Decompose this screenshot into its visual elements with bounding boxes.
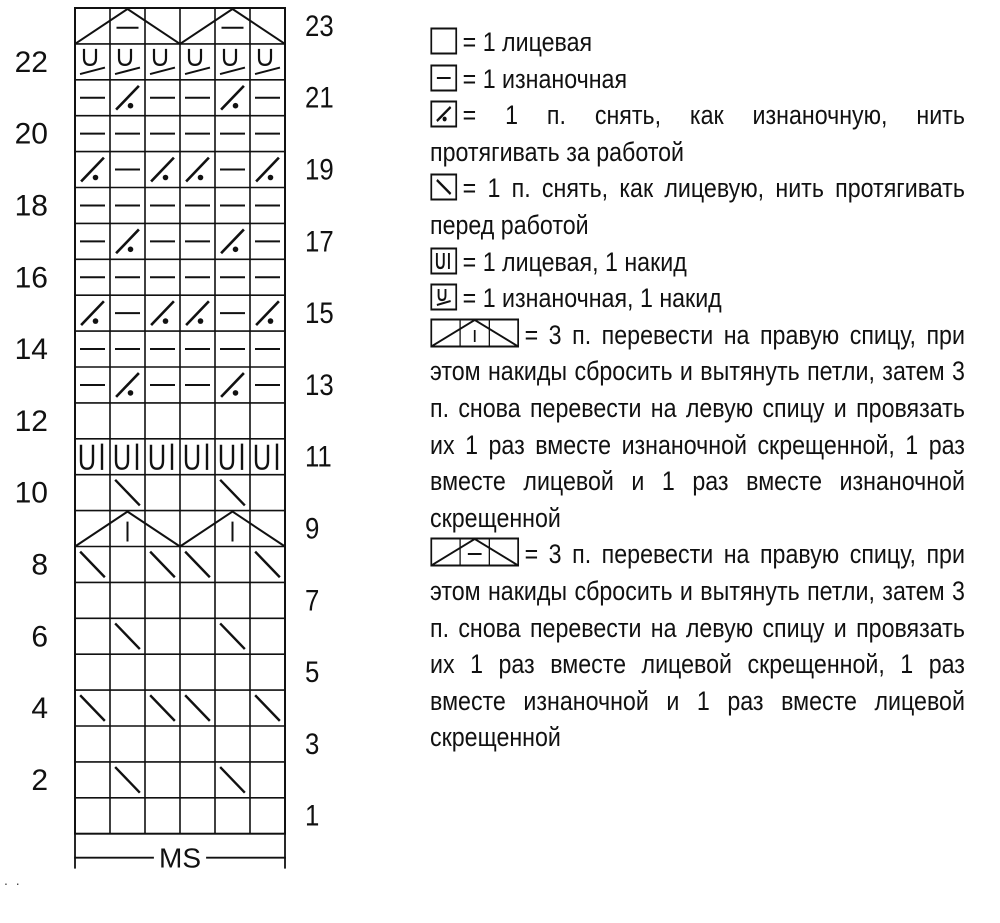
row-number-right: 9 xyxy=(304,511,320,545)
slip-purlwise-mark xyxy=(222,374,243,396)
row-number-left: 10 xyxy=(14,476,48,510)
slip-knitwise-mark xyxy=(186,696,209,720)
knit-yo-mark xyxy=(151,445,163,469)
slip-purlwise-dot xyxy=(233,247,239,253)
slip-purlwise-mark xyxy=(187,159,208,181)
purl-yo-dash xyxy=(116,68,139,74)
slip-knitwise-mark xyxy=(221,481,244,505)
row-number-right: 1 xyxy=(304,798,320,833)
row-number-left: 12 xyxy=(14,404,48,438)
row-number-right: 7 xyxy=(304,583,320,617)
slip-purlwise-dot xyxy=(268,175,274,181)
slip-knitwise-mark xyxy=(81,696,104,720)
knit-symbol-icon xyxy=(430,27,458,55)
slip-purlwise-mark xyxy=(117,230,138,252)
legend-text-knit: = 1 лицевая xyxy=(462,27,593,57)
slip-knitwise-mark xyxy=(116,768,139,792)
slip-purlwise-dot xyxy=(163,175,169,181)
row-number-left: 6 xyxy=(31,620,48,654)
row-number-left: 8 xyxy=(31,548,48,582)
legend-text-cross-knit: = 3 п. перевести на правую спицу, при этом накиды сбросить и вытянуть петли, затем 3 п. снова перевести на левую спицу и провязать их 1 раз вместе изнаночной скрещенной, 1 раз вместе лицевой и 1 раз вместе изнаночной скрещенной xyxy=(430,319,965,533)
slip-purlwise-mark xyxy=(257,302,278,324)
slip-knitwise-mark xyxy=(221,768,244,792)
cross-chevron xyxy=(75,9,180,44)
cross-knit-symbol-icon xyxy=(430,318,519,348)
slip-purlwise-dot xyxy=(198,318,204,324)
slip-purlwise-dot xyxy=(163,318,169,324)
row-number-left: 20 xyxy=(14,117,48,151)
legend-item-knit-yo xyxy=(430,244,965,281)
footer-marks: . . xyxy=(4,872,22,888)
legend-text-knit-yo: = 1 лицевая, 1 накид xyxy=(462,246,687,277)
legend-text-slip-knitwise: = 1 п. снять, как лицевую, нить протягивать перед работой xyxy=(430,173,965,240)
legend-item-knit xyxy=(430,24,965,61)
purl-yo-dash xyxy=(221,68,244,74)
slip-purlwise-mark xyxy=(117,374,138,396)
row-number-left: 18 xyxy=(14,189,48,223)
slip-knitwise-mark xyxy=(116,481,139,505)
slip-purlwise-mark xyxy=(222,230,243,252)
slip-purlwise-mark xyxy=(82,159,103,181)
slip-purlwise-dot xyxy=(233,390,239,396)
purl-yo-mark xyxy=(259,49,271,65)
legend-item-slip-knitwise xyxy=(430,170,965,243)
row-number-right: 21 xyxy=(304,80,334,115)
legend xyxy=(430,24,965,756)
purl-yo-mark xyxy=(84,49,96,65)
row-number-right: 23 xyxy=(304,9,334,43)
knit-yo-mark xyxy=(186,445,198,469)
purl-yo-mark xyxy=(224,49,236,65)
row-number-right: 13 xyxy=(304,368,334,402)
legend-text-slip-purlwise: = 1 п. снять, как изнаночную, нить протягивать за работой xyxy=(430,100,965,167)
row-number-right: 19 xyxy=(304,152,334,186)
knit-yo-mark xyxy=(221,445,233,469)
purl-yo-symbol-icon xyxy=(430,283,458,311)
purl-yo-dash xyxy=(256,68,279,74)
row-number-left: 14 xyxy=(14,333,48,367)
knit-yo-mark xyxy=(256,445,268,469)
row-number-right: 3 xyxy=(304,727,320,761)
slip-purlwise-dot xyxy=(268,318,274,324)
slip-knitwise-mark xyxy=(151,553,174,577)
slip-knitwise-mark xyxy=(221,624,244,648)
slip-purlwise-symbol-icon xyxy=(430,100,458,128)
slip-purlwise-mark xyxy=(222,87,243,109)
slip-purlwise-dot xyxy=(128,390,134,396)
slip-knitwise-symbol-icon xyxy=(430,173,458,201)
slip-purlwise-dot xyxy=(93,175,99,181)
legend-item-slip-purlwise xyxy=(430,97,965,170)
purl-yo-dash xyxy=(151,68,174,74)
slip-purlwise-mark xyxy=(152,302,173,324)
knit-yo-symbol-icon xyxy=(430,247,458,275)
slip-purlwise-dot xyxy=(128,247,134,253)
purl-symbol-icon xyxy=(430,64,458,92)
slip-purlwise-dot xyxy=(198,175,204,181)
legend-item-purl-yo xyxy=(430,280,965,317)
legend-text-purl: = 1 изнаночная xyxy=(462,63,628,94)
legend-item-cross-purl xyxy=(430,536,965,756)
row-number-right: 11 xyxy=(304,439,332,474)
slip-purlwise-mark xyxy=(117,87,138,109)
purl-yo-mark xyxy=(189,49,201,65)
slip-purlwise-dot xyxy=(128,103,134,109)
slip-knitwise-mark xyxy=(81,553,104,577)
purl-yo-dash xyxy=(81,68,104,74)
slip-knitwise-mark xyxy=(256,696,279,720)
row-number-right: 15 xyxy=(304,296,334,330)
knit-yo-mark xyxy=(116,445,128,469)
cross-purl-symbol-icon xyxy=(430,537,519,567)
row-number-right: 5 xyxy=(304,655,320,689)
slip-knitwise-mark xyxy=(116,624,139,648)
legend-item-cross-knit xyxy=(430,317,965,537)
slip-knitwise-mark xyxy=(256,553,279,577)
purl-yo-mark xyxy=(119,49,131,65)
slip-purlwise-dot xyxy=(93,318,99,324)
legend-item-purl xyxy=(430,61,965,98)
slip-knitwise-mark xyxy=(151,696,174,720)
slip-purlwise-mark xyxy=(82,302,103,324)
slip-purlwise-dot xyxy=(233,103,239,109)
slip-knitwise-mark xyxy=(186,553,209,577)
repeat-label: MS xyxy=(159,842,201,874)
row-number-left: 2 xyxy=(31,763,48,797)
cross-chevron xyxy=(180,9,285,44)
slip-purlwise-mark xyxy=(257,159,278,181)
knitting-chart xyxy=(0,0,400,923)
slip-purlwise-mark xyxy=(152,159,173,181)
slip-purlwise-mark xyxy=(187,302,208,324)
purl-yo-mark xyxy=(154,49,166,65)
row-number-right: 17 xyxy=(304,224,334,258)
row-number-left: 4 xyxy=(31,692,48,726)
row-number-left: 22 xyxy=(14,45,48,79)
knit-yo-mark xyxy=(81,445,93,469)
row-number-left: 16 xyxy=(14,261,48,295)
legend-text-cross-purl: = 3 п. перевести на правую спицу, при этом накиды сбросить и вытянуть петли, затем 3 п. снова перевести на левую спицу и провязать их 1 раз вместе лицевой скрещенной, 1 раз вместе изнаночной и 1 раз вместе лицевой скрещенной xyxy=(430,539,965,753)
purl-yo-dash xyxy=(186,68,209,74)
legend-text-purl-yo: = 1 изнаночная, 1 накид xyxy=(462,283,722,314)
